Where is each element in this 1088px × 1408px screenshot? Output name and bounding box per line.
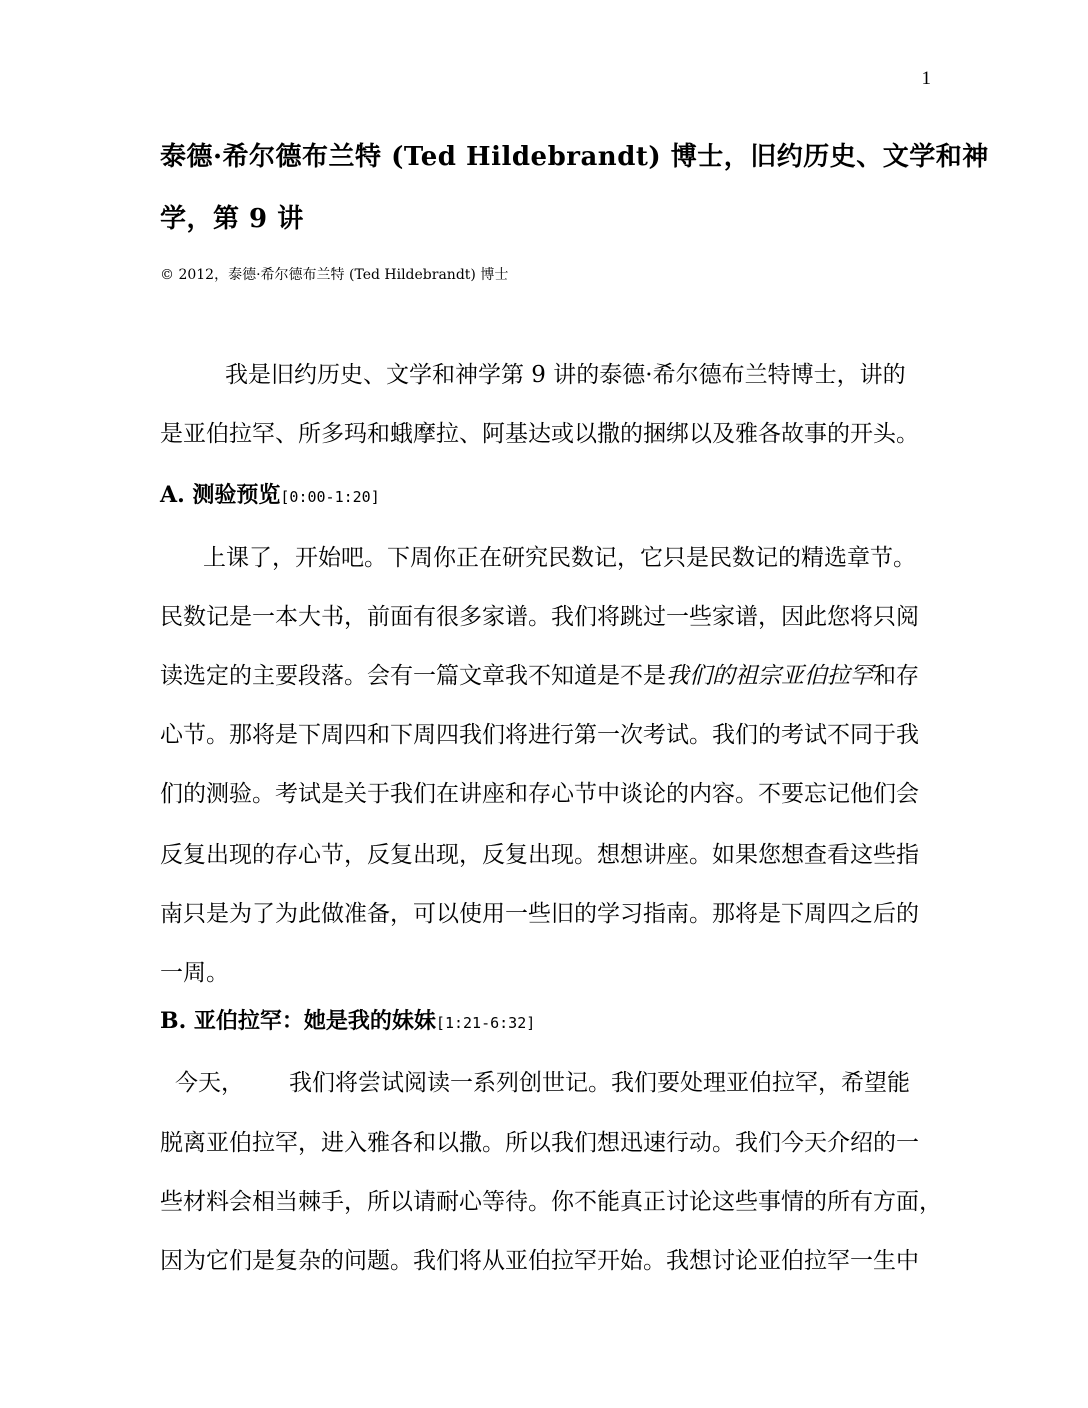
- section-b-line-1: 我们将尝试阅读一系列创世记。我们要处理亚伯拉罕，希望能: [289, 1070, 910, 1096]
- section-b-heading: [160, 1004, 535, 1035]
- section-b-line-1-start: 今天，: [175, 1070, 244, 1096]
- section-a-line-2: 民数记是一本大书，前面有很多家谱。我们将跳过一些家谱，因此您将只阅: [160, 604, 919, 630]
- section-b-line-4: 因为它们是复杂的问题。我们将从亚伯拉罕开始。我想讨论亚伯拉罕一生中: [160, 1248, 919, 1274]
- document-title-line-1: 泰德·希尔德布兰特 (Ted Hildebrandt) 博士，旧约历史、文学和神: [160, 142, 989, 172]
- section-a-heading: [160, 478, 380, 509]
- intro-line-2: 是亚伯拉罕、所多玛和蛾摩拉、阿基达或以撒的捆绑以及雅各故事的开头。: [160, 421, 919, 447]
- section-a-line-6: 反复出现的存心节，反复出现，反复出现。想想讲座。如果您想查看这些指: [160, 842, 919, 868]
- section-b-timestamp: [1:21-6:32]: [435, 1014, 536, 1032]
- copyright-notice: © 2012，泰德·希尔德布兰特 (Ted Hildebrandt) 博士: [160, 267, 509, 283]
- page-number: 1: [921, 68, 931, 89]
- section-a-line-3: [160, 657, 919, 690]
- section-a-timestamp: [0:00-1:20]: [280, 488, 380, 506]
- section-a-line-3-end: 和存: [873, 663, 919, 689]
- section-a-line-1: 上课了，开始吧。下周你正在研究民数记，它只是民数记的精选章节。: [203, 545, 916, 571]
- book-title-reference: 我们的祖宗亚伯拉罕: [666, 663, 873, 689]
- section-a-line-4: 心节。那将是下周四和下周四我们将进行第一次考试。我们的考试不同于我: [160, 722, 919, 748]
- section-b-line-2: 脱离亚伯拉罕，进入雅各和以撒。所以我们想迅速行动。我们今天介绍的一: [160, 1130, 919, 1156]
- section-b-heading-text: B. 亚伯拉罕：她是我的妹妹: [160, 1008, 436, 1034]
- section-a-line-3-text: 读选定的主要段落。会有一篇文章我不知道是不是: [160, 663, 666, 689]
- document-title-line-2: 学，第 9 讲: [160, 204, 304, 234]
- intro-line-1: 我是旧约历史、文学和神学第 9 讲的泰德·希尔德布兰特博士，讲的: [225, 362, 906, 388]
- section-a-line-7: 南只是为了为此做准备，可以使用一些旧的学习指南。那将是下周四之后的: [160, 901, 919, 927]
- section-b-line-3: 些材料会相当棘手，所以请耐心等待。你不能真正讨论这些事情的所有方面，: [160, 1189, 942, 1215]
- section-a-line-8: 一周。: [160, 960, 229, 986]
- section-a-heading-text: A. 测验预览: [160, 482, 281, 508]
- section-a-line-5: 们的测验。考试是关于我们在讲座和存心节中谈论的内容。不要忘记他们会: [160, 781, 919, 807]
